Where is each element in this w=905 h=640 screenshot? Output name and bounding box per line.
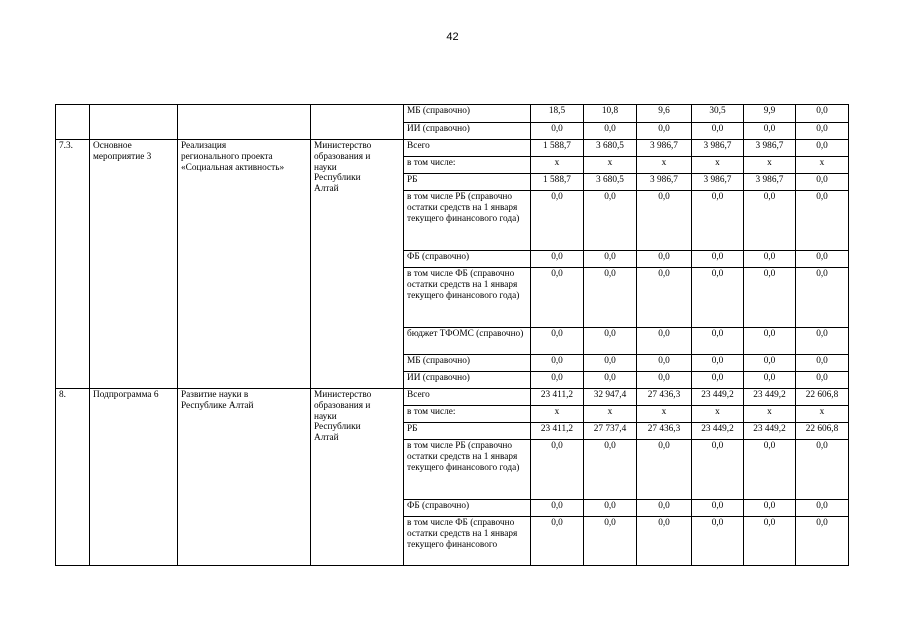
value-cell: 3 986,7	[637, 174, 692, 191]
item-executor-line: Республики	[314, 173, 361, 184]
value-cell: 3 986,7	[637, 140, 692, 157]
item-type	[90, 389, 178, 566]
value-cell: х	[744, 406, 796, 423]
value-cell: 0,0	[637, 251, 692, 268]
item-name	[178, 389, 311, 566]
empty-cell	[56, 105, 90, 140]
item-number: 7.3.	[56, 140, 90, 389]
value-cell: 0,0	[692, 500, 744, 517]
item-executor	[311, 140, 404, 389]
value-cell: 0,0	[637, 268, 692, 328]
funding-source: Всего	[404, 140, 531, 157]
item-executor-line: науки	[314, 411, 337, 422]
value-cell: х	[531, 157, 584, 174]
value-cell: 0,0	[692, 355, 744, 372]
value-cell: 3 986,7	[692, 140, 744, 157]
value-cell: 0,0	[584, 355, 637, 372]
value-cell: 0,0	[637, 500, 692, 517]
value-cell: 0,0	[692, 191, 744, 251]
funding-source: Всего	[404, 389, 531, 406]
value-cell: 0,0	[531, 500, 584, 517]
funding-source: в том числе ФБ (справочно остатки средств на 1 января текущего финансового	[404, 517, 531, 566]
value-cell: 0,0	[531, 355, 584, 372]
value-cell: 0,0	[692, 251, 744, 268]
value-cell: 0,0	[584, 191, 637, 251]
item-executor-line: Республики	[314, 422, 361, 433]
value-cell: 0,0	[796, 123, 849, 140]
funding-source: ИИ (справочно)	[404, 123, 531, 140]
value-cell: 0,0	[584, 517, 637, 566]
value-cell: 23 449,2	[692, 423, 744, 440]
value-cell: 3 986,7	[744, 174, 796, 191]
value-cell: 0,0	[796, 268, 849, 328]
funding-source: РБ	[404, 423, 531, 440]
value-cell: 0,0	[744, 191, 796, 251]
value-cell: 0,0	[584, 123, 637, 140]
value-cell: 0,0	[692, 268, 744, 328]
value-cell: 0,0	[796, 500, 849, 517]
value-cell: 0,0	[531, 123, 584, 140]
value-cell: 0,0	[796, 328, 849, 355]
value-cell: 0,0	[692, 440, 744, 500]
value-cell: 0,0	[584, 500, 637, 517]
value-cell: 0,0	[744, 517, 796, 566]
value-cell: 22 606,8	[796, 389, 849, 406]
item-name-line: Республике Алтай	[181, 400, 254, 411]
funding-source: ФБ (справочно)	[404, 500, 531, 517]
value-cell: х	[692, 406, 744, 423]
value-cell: 0,0	[531, 268, 584, 328]
value-cell: 0,0	[637, 123, 692, 140]
value-cell: 0,0	[744, 328, 796, 355]
value-cell: 0,0	[531, 440, 584, 500]
value-cell: 0,0	[796, 251, 849, 268]
funding-source: в том числе:	[404, 157, 531, 174]
item-executor-line: Алтай	[314, 433, 339, 444]
value-cell: х	[796, 157, 849, 174]
value-cell: 23 411,2	[531, 389, 584, 406]
value-cell: 0,0	[531, 517, 584, 566]
value-cell: 0,0	[796, 355, 849, 372]
value-cell: 0,0	[584, 440, 637, 500]
value-cell: 0,0	[531, 328, 584, 355]
value-cell: 0,0	[637, 328, 692, 355]
item-type-line: мероприятие 3	[93, 151, 152, 162]
value-cell: х	[584, 406, 637, 423]
value-cell: 0,0	[584, 268, 637, 328]
value-cell: 18,5	[531, 105, 584, 123]
item-executor	[311, 389, 404, 566]
value-cell: 0,0	[584, 328, 637, 355]
item-executor-line: образования и	[314, 151, 371, 162]
value-cell: х	[692, 157, 744, 174]
value-cell: 3 986,7	[744, 140, 796, 157]
value-cell: 32 947,4	[584, 389, 637, 406]
item-name-line: «Социальная активность»	[181, 162, 285, 173]
value-cell: х	[744, 157, 796, 174]
funding-source: в том числе РБ (справочно остатки средств на 1 января текущего финансового года)	[404, 440, 531, 500]
value-cell: х	[637, 157, 692, 174]
item-name-line: Реализация	[181, 141, 227, 151]
value-cell: 27 436,3	[637, 423, 692, 440]
value-cell: 3 680,5	[584, 174, 637, 191]
value-cell: 27 436,3	[637, 389, 692, 406]
value-cell: 22 606,8	[796, 423, 849, 440]
item-type-line: Подпрограмма 6	[93, 390, 159, 400]
value-cell: 0,0	[744, 268, 796, 328]
item-name-line: Развитие науки в	[181, 390, 249, 400]
value-cell: 27 737,4	[584, 423, 637, 440]
value-cell: 9,6	[637, 105, 692, 123]
value-cell: 0,0	[744, 372, 796, 389]
value-cell: 0,0	[637, 517, 692, 566]
item-executor-line: образования и	[314, 400, 371, 411]
value-cell: 0,0	[692, 123, 744, 140]
funding-source: ФБ (справочно)	[404, 251, 531, 268]
funding-source: в том числе:	[404, 406, 531, 423]
value-cell: 0,0	[796, 140, 849, 157]
value-cell: 23 449,2	[744, 389, 796, 406]
value-cell: 0,0	[584, 372, 637, 389]
value-cell: 10,8	[584, 105, 637, 123]
value-cell: 0,0	[531, 251, 584, 268]
value-cell: 0,0	[796, 191, 849, 251]
table-row	[56, 389, 849, 406]
item-type	[90, 140, 178, 389]
value-cell: 30,5	[692, 105, 744, 123]
funding-source: бюджет ТФОМС (справочно)	[404, 328, 531, 355]
value-cell: 3 986,7	[692, 174, 744, 191]
funding-source: МБ (справочно)	[404, 105, 531, 123]
item-name-line: регионального проекта	[181, 151, 273, 162]
value-cell: 0,0	[744, 123, 796, 140]
value-cell: 0,0	[796, 517, 849, 566]
funding-source: РБ	[404, 174, 531, 191]
item-number: 8.	[56, 389, 90, 566]
value-cell: х	[637, 406, 692, 423]
item-executor-line: Алтай	[314, 184, 339, 195]
value-cell: х	[796, 406, 849, 423]
empty-cell	[311, 105, 404, 140]
page-number: 42	[446, 31, 459, 43]
funding-source: в том числе РБ (справочно остатки средств на 1 января текущего финансового года)	[404, 191, 531, 251]
item-executor-line: науки	[314, 162, 337, 173]
value-cell: 0,0	[744, 355, 796, 372]
table-row	[56, 140, 849, 157]
value-cell: 0,0	[796, 105, 849, 123]
item-executor-line: Министерство	[314, 390, 372, 400]
value-cell: 0,0	[637, 440, 692, 500]
empty-cell	[178, 105, 311, 140]
value-cell: 0,0	[637, 372, 692, 389]
value-cell: 0,0	[796, 174, 849, 191]
empty-cell	[90, 105, 178, 140]
funding-source: МБ (справочно)	[404, 355, 531, 372]
funding-source: в том числе ФБ (справочно остатки средств на 1 января текущего финансового года)	[404, 268, 531, 328]
value-cell: 0,0	[744, 500, 796, 517]
value-cell: 0,0	[744, 251, 796, 268]
budget-table	[55, 104, 849, 566]
funding-source: ИИ (справочно)	[404, 372, 531, 389]
value-cell: 0,0	[637, 191, 692, 251]
value-cell: 0,0	[692, 517, 744, 566]
value-cell: 0,0	[796, 372, 849, 389]
value-cell: 3 680,5	[584, 140, 637, 157]
value-cell: 0,0	[584, 251, 637, 268]
item-type-line: Основное	[93, 141, 132, 151]
value-cell: 0,0	[637, 355, 692, 372]
value-cell: 9,9	[744, 105, 796, 123]
value-cell: 0,0	[531, 372, 584, 389]
value-cell: 23 449,2	[744, 423, 796, 440]
value-cell: 0,0	[531, 191, 584, 251]
value-cell: 23 411,2	[531, 423, 584, 440]
item-name	[178, 140, 311, 389]
value-cell: 0,0	[796, 440, 849, 500]
value-cell: 23 449,2	[692, 389, 744, 406]
value-cell: 0,0	[692, 328, 744, 355]
item-executor-line: Министерство	[314, 141, 372, 151]
value-cell: х	[584, 157, 637, 174]
table-row	[56, 105, 849, 123]
value-cell: 0,0	[692, 372, 744, 389]
value-cell: х	[531, 406, 584, 423]
value-cell: 1 588,7	[531, 174, 584, 191]
value-cell: 1 588,7	[531, 140, 584, 157]
value-cell: 0,0	[744, 440, 796, 500]
